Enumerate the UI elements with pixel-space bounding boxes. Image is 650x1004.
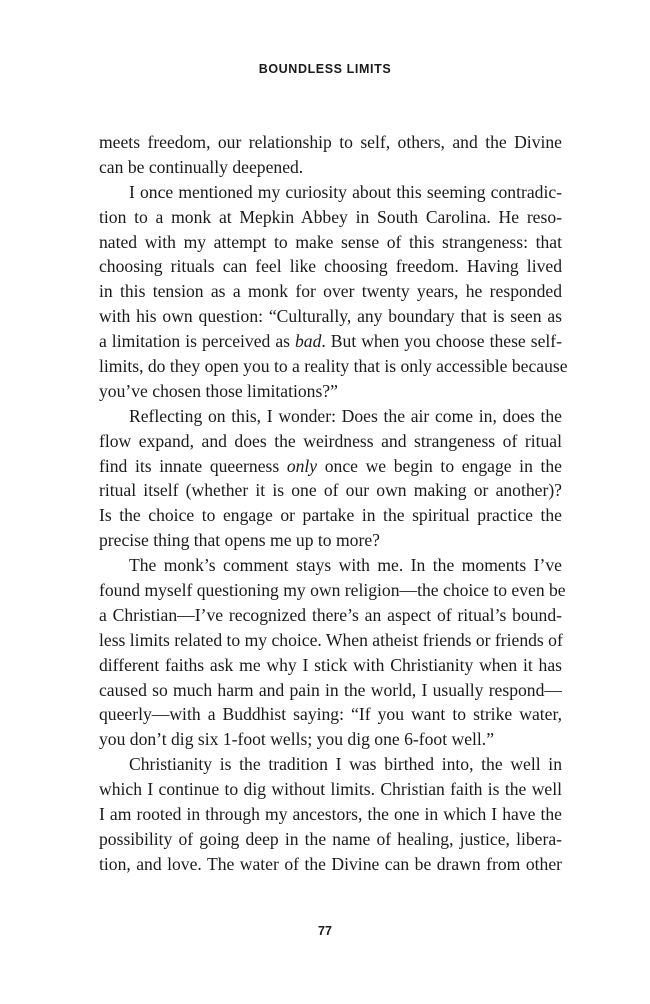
text-line: which I continue to dig without limits. Christian faith is the well [99, 779, 562, 800]
text-line: possibility of going deep in the name of healing, justice, libera- [99, 828, 562, 849]
text-line: choosing rituals can feel like choosing freedom. Having lived [99, 256, 562, 277]
text-line: a limitation is perceived as bad. But when you choose these self- [99, 331, 562, 352]
italic-word: bad [295, 331, 322, 352]
text-line: different faiths ask me why I stick with Christianity when it has [99, 654, 562, 675]
text-line: precise thing that opens me up to more? [99, 530, 380, 551]
paragraph-p4 [99, 553, 566, 752]
text-line: queerly—with a Buddhist saying: “If you want to strike water, [99, 704, 562, 725]
text-line: ritual itself (whether it is one of our own making or another)? [99, 480, 562, 501]
text-line: meets freedom, our relationship to self, others, and the Divine [99, 132, 562, 152]
text-line: can be continually deepened. [99, 156, 304, 177]
running-head: BOUNDLESS LIMITS [258, 62, 392, 76]
paragraph-p1 [99, 130, 562, 180]
italic-word: only [286, 455, 318, 476]
text-line: in this tension as a monk for over twenty years, he responded [99, 281, 562, 302]
text-line: with his own question: “Culturally, any boundary that is seen as [99, 306, 562, 327]
text-line: Reflecting on this, I wonder: Does the air come in, does the [129, 405, 562, 426]
paragraph-p2 [99, 180, 568, 404]
text-line: flow expand, and does the weirdness and strangeness of ritual [99, 430, 562, 451]
text-line: I am rooted in through my ancestors, the one in which I have the [99, 804, 562, 825]
text-line: The monk’s comment stays with me. In the moments I’ve [129, 555, 562, 576]
text-line: nated with my attempt to make sense of this strangeness: that [99, 231, 562, 252]
text-line: find its innate queerness only once we begin to engage in the [99, 455, 562, 476]
text-line: tion, and love. The water of the Divine can be drawn from other [99, 853, 562, 874]
text-line: you don’t dig six 1-foot wells; you dig one 6-foot well.” [99, 729, 495, 750]
paragraph-p3 [99, 404, 562, 553]
paragraph-p5 [99, 752, 562, 876]
text-line: tion to a monk at Mepkin Abbey in South Carolina. He reso- [99, 206, 562, 227]
page-number: 77 [318, 924, 332, 938]
body-text [99, 130, 568, 877]
text-line: I once mentioned my curiosity about this seeming contradic- [129, 181, 562, 202]
text-line: caused so much harm and pain in the world, I usually respond— [99, 679, 562, 700]
text-line: found myself questioning my own religion—the choice to even be [99, 580, 566, 601]
text-line: Christianity is the tradition I was birthed into, the well in [129, 754, 562, 775]
text-line: Is the choice to engage or partake in the spiritual practice the [99, 505, 562, 526]
text-line: a Christian—I’ve recognized there’s an aspect of ritual’s bound- [99, 604, 562, 625]
text-line: less limits related to my choice. When atheist friends or friends of [99, 629, 563, 650]
text-line: you’ve chosen those limitations?” [99, 380, 338, 401]
text-line: limits, do they open you to a reality that is only accessible because [99, 356, 568, 377]
